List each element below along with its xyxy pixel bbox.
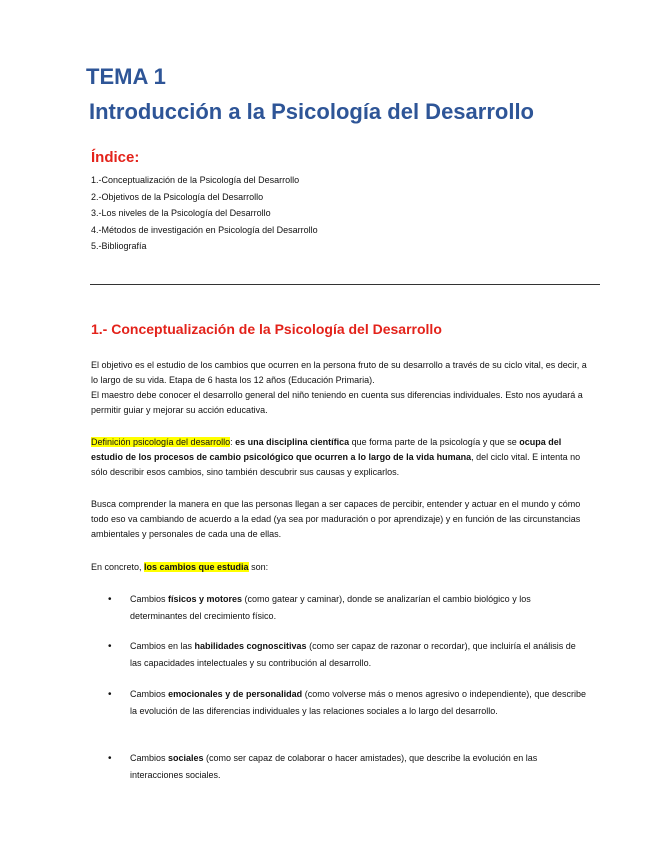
index-item: 3.-Los niveles de la Psicología del Desarrollo	[91, 208, 271, 218]
index-item: 4.-Métodos de investigación en Psicología del Desarrollo	[91, 224, 318, 235]
bullet-icon: •	[108, 641, 112, 652]
changes-highlight: los cambios que estudia	[144, 562, 249, 572]
changes-intro: En concreto, los cambios que estudia son:	[91, 562, 269, 572]
index-item: 2.-Objetivos de la Psicología del Desarrollo	[91, 191, 264, 202]
intro-text-2: El maestro debe conocer el desarrollo general del niño teniendo en cuenta sus diferencias individuales. Esto nos ayudará a permitir guiar y mejorar su acción educativa.	[91, 390, 583, 415]
purpose-paragraph: Busca comprender la manera en que las personas llegan a ser capaces de percibir, entender y actuar en el mundo y cómo todo eso va cambiando de acuerdo a la edad (ya sea por maduración o por aprendizaje) y en función de las circunstancias ambientales y personales de cada una de ellas.	[91, 499, 581, 539]
section-divider	[90, 284, 600, 285]
bullet-icon: •	[108, 594, 112, 605]
document-subtitle: Introducción a la Psicología del Desarrollo	[89, 99, 534, 124]
definition-paragraph: Definición psicología del desarrollo: es una disciplina científica que forma parte de la psicología y que se ocupa del estudio de los procesos de cambio psicológico que ocurren a lo largo de la vida humana, del ciclo vital. E intenta no sólo describir esos cambios, sino también descubrir sus causas y explicarlos.	[91, 437, 581, 477]
definition-bold: ocupa del estudio de los procesos de cambio psicológico que ocurren a lo largo de la vida humana	[91, 437, 562, 462]
index-item: 1.-Conceptualización de la Psicología del Desarrollo	[91, 175, 300, 185]
bullet-icon: •	[108, 753, 112, 764]
section-heading: 1.- Conceptualización de la Psicología del Desarrollo	[91, 321, 442, 337]
definition-label: Definición psicología del desarrollo	[91, 437, 231, 447]
definition-bold: es una disciplina científica	[235, 437, 350, 447]
document-title: TEMA 1	[86, 64, 166, 89]
bullet-icon: •	[108, 689, 112, 700]
index-item: 5.-Bibliografía	[91, 241, 147, 251]
index-heading: Índice:	[91, 149, 140, 166]
intro-paragraph	[91, 358, 593, 418]
intro-text: El objetivo es el estudio de los cambios que ocurren en la persona fruto de su desarrollo a través de su ciclo vital, es decir, a lo largo de su vida. Etapa de 6 hasta los 12 años (Educación Primaria).	[91, 360, 587, 385]
index-list	[91, 172, 318, 255]
